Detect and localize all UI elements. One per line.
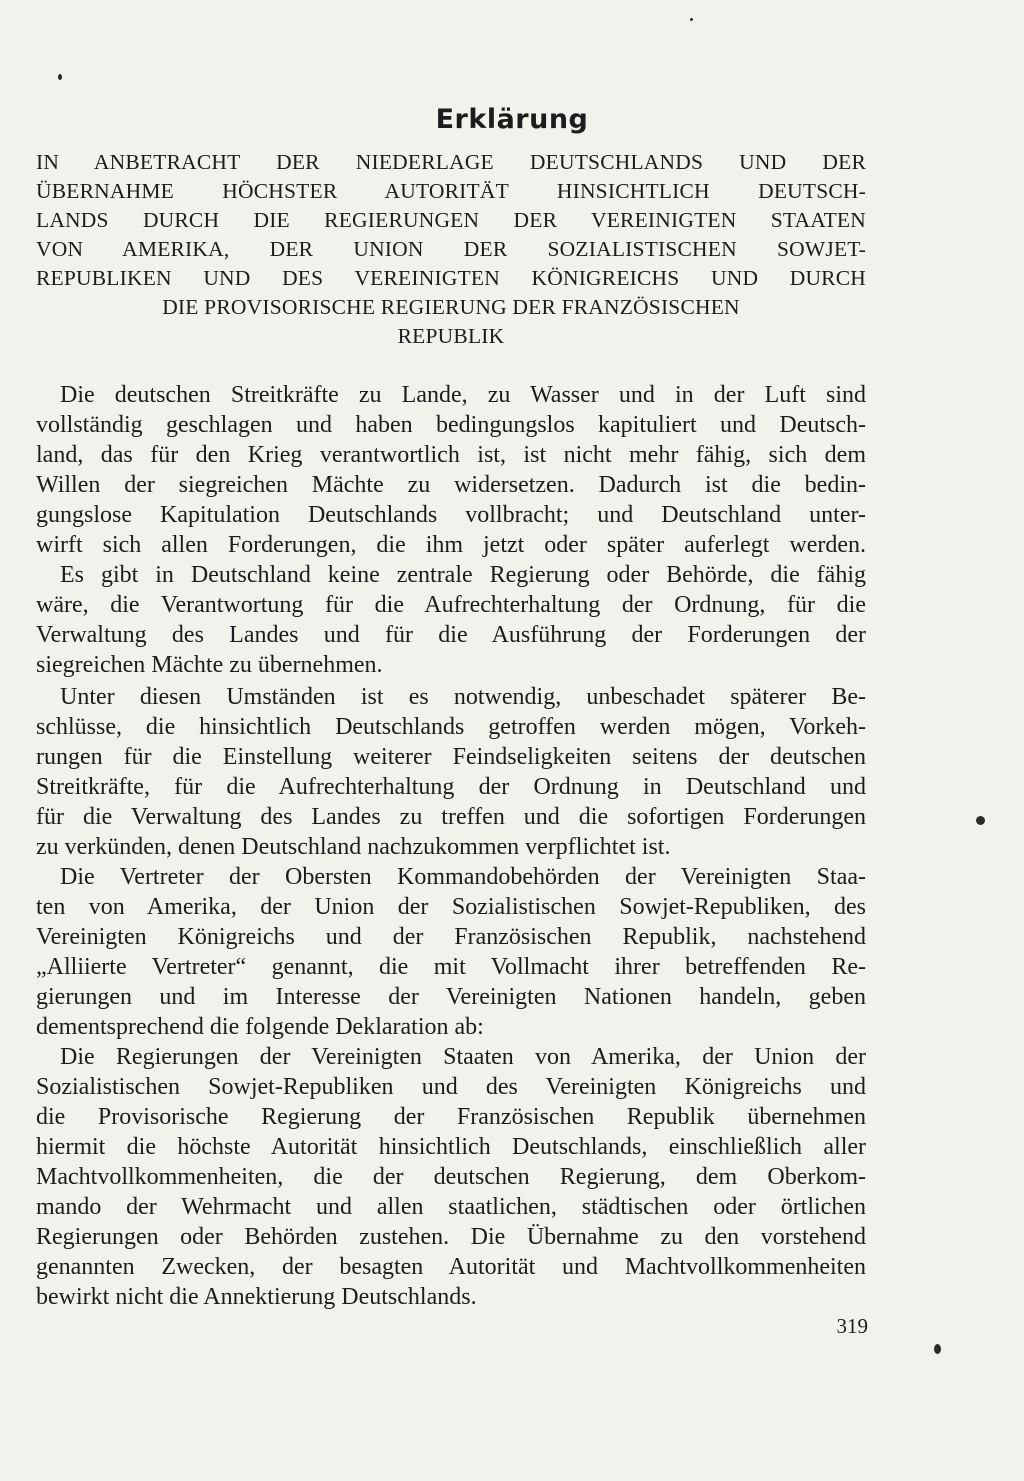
paragraph-line: gierungen und im Interesse der Vereinigten Nationen handeln, geben: [36, 984, 866, 1010]
paragraph-line: für die Verwaltung des Landes zu treffen und die sofortigen Forderungen: [36, 804, 866, 830]
paragraph-line: siegreichen Mächte zu übernehmen.: [36, 652, 383, 678]
paragraph-line: vollständig geschlagen und haben bedingungslos kapituliert und Deutsch-: [36, 412, 866, 438]
paragraph-line: Unter diesen Umständen ist es notwendig, unbeschadet späterer Be-: [60, 684, 866, 710]
preamble-line: LANDS DURCH DIE REGIERUNGEN DER VEREINIGTEN STAATEN: [36, 208, 866, 232]
paragraph-line: genannten Zwecken, der besagten Autorität und Machtvollkommenheiten: [36, 1254, 866, 1280]
paragraph-line: rungen für die Einstellung weiterer Feindseligkeiten seitens der deutschen: [36, 744, 866, 770]
paragraph-line: Vereinigten Königreichs und der Französischen Republik, nachstehend: [36, 924, 866, 950]
paragraph-line: Die deutschen Streitkräfte zu Lande, zu Wasser und in der Luft sind: [60, 382, 866, 408]
preamble-heading: [36, 148, 866, 351]
paragraph-1: [36, 380, 866, 560]
document-title: Erklärung: [435, 104, 589, 135]
paragraph-line: wirft sich allen Forderungen, die ihm jetzt oder später auferlegt werden.: [36, 532, 866, 558]
paragraph-line: die Provisorische Regierung der Französischen Republik übernehmen: [36, 1104, 866, 1130]
paragraph-line: wäre, die Verantwortung für die Aufrechterhaltung der Ordnung, für die: [36, 592, 866, 618]
paragraph-2: [36, 560, 866, 680]
preamble-line: ÜBERNAHME HÖCHSTER AUTORITÄT HINSICHTLICH DEUTSCH-: [36, 179, 866, 203]
preamble-line: DIE PROVISORISCHE REGIERUNG DER FRANZÖSISCHEN: [162, 295, 740, 319]
ink-speck: [976, 816, 985, 825]
preamble-line: IN ANBETRACHT DER NIEDERLAGE DEUTSCHLANDS UND DER: [36, 150, 866, 174]
paragraph-line: zu verkünden, denen Deutschland nachzukommen verpflichtet ist.: [36, 834, 671, 860]
page-number: 319: [836, 1314, 868, 1338]
ink-speck: [934, 1344, 941, 1354]
paragraph-4: [36, 862, 866, 1042]
paragraph-line: Die Vertreter der Obersten Kommandobehörden der Vereinigten Staa-: [60, 864, 866, 890]
paragraph-line: Es gibt in Deutschland keine zentrale Regierung oder Behörde, die fähig: [60, 562, 866, 588]
paragraph-line: Machtvollkommenheiten, die der deutschen Regierung, dem Oberkom-: [36, 1164, 866, 1190]
paragraph-line: dementsprechend die folgende Deklaration ab:: [36, 1014, 484, 1040]
paragraph-line: Willen der siegreichen Mächte zu widersetzen. Dadurch ist die bedin-: [36, 472, 866, 498]
paragraph-line: Streitkräfte, für die Aufrechterhaltung der Ordnung in Deutschland und: [36, 774, 866, 800]
paragraph-3: [36, 682, 866, 862]
paragraph-line: gungslose Kapitulation Deutschlands vollbracht; und Deutschland unter-: [36, 502, 866, 528]
ink-speck: [58, 74, 62, 80]
preamble-line: VON AMERIKA, DER UNION DER SOZIALISTISCHEN SOWJET-: [36, 237, 866, 261]
paragraph-line: mando der Wehrmacht und allen staatlichen, städtischen oder örtlichen: [36, 1194, 866, 1220]
preamble-line: REPUBLIKEN UND DES VEREINIGTEN KÖNIGREICHS UND DURCH: [36, 266, 866, 290]
paragraph-line: land, das für den Krieg verantwortlich ist, ist nicht mehr fähig, sich dem: [36, 442, 866, 468]
paragraph-line: Verwaltung des Landes und für die Ausführung der Forderungen der: [36, 622, 866, 648]
paragraph-5: [36, 1042, 866, 1312]
paragraph-line: „Alliierte Vertreter“ genannt, die mit Vollmacht ihrer betreffenden Re-: [36, 954, 866, 980]
paragraph-line: Sozialistischen Sowjet-Republiken und des Vereinigten Königreichs und: [36, 1074, 866, 1100]
paragraph-line: bewirkt nicht die Annektierung Deutschlands.: [36, 1284, 477, 1310]
ink-speck: [690, 18, 693, 21]
paragraph-line: hiermit die höchste Autorität hinsichtlich Deutschlands, einschließlich aller: [36, 1134, 866, 1160]
paragraph-line: ten von Amerika, der Union der Sozialistischen Sowjet-Republiken, des: [36, 894, 866, 920]
paragraph-line: Die Regierungen der Vereinigten Staaten von Amerika, der Union der: [60, 1044, 866, 1070]
paragraph-line: Regierungen oder Behörden zustehen. Die Übernahme zu den vorstehend: [36, 1224, 866, 1250]
preamble-line: REPUBLIK: [397, 324, 505, 348]
paragraph-line: schlüsse, die hinsichtlich Deutschlands getroffen werden mögen, Vorkeh-: [36, 714, 866, 740]
